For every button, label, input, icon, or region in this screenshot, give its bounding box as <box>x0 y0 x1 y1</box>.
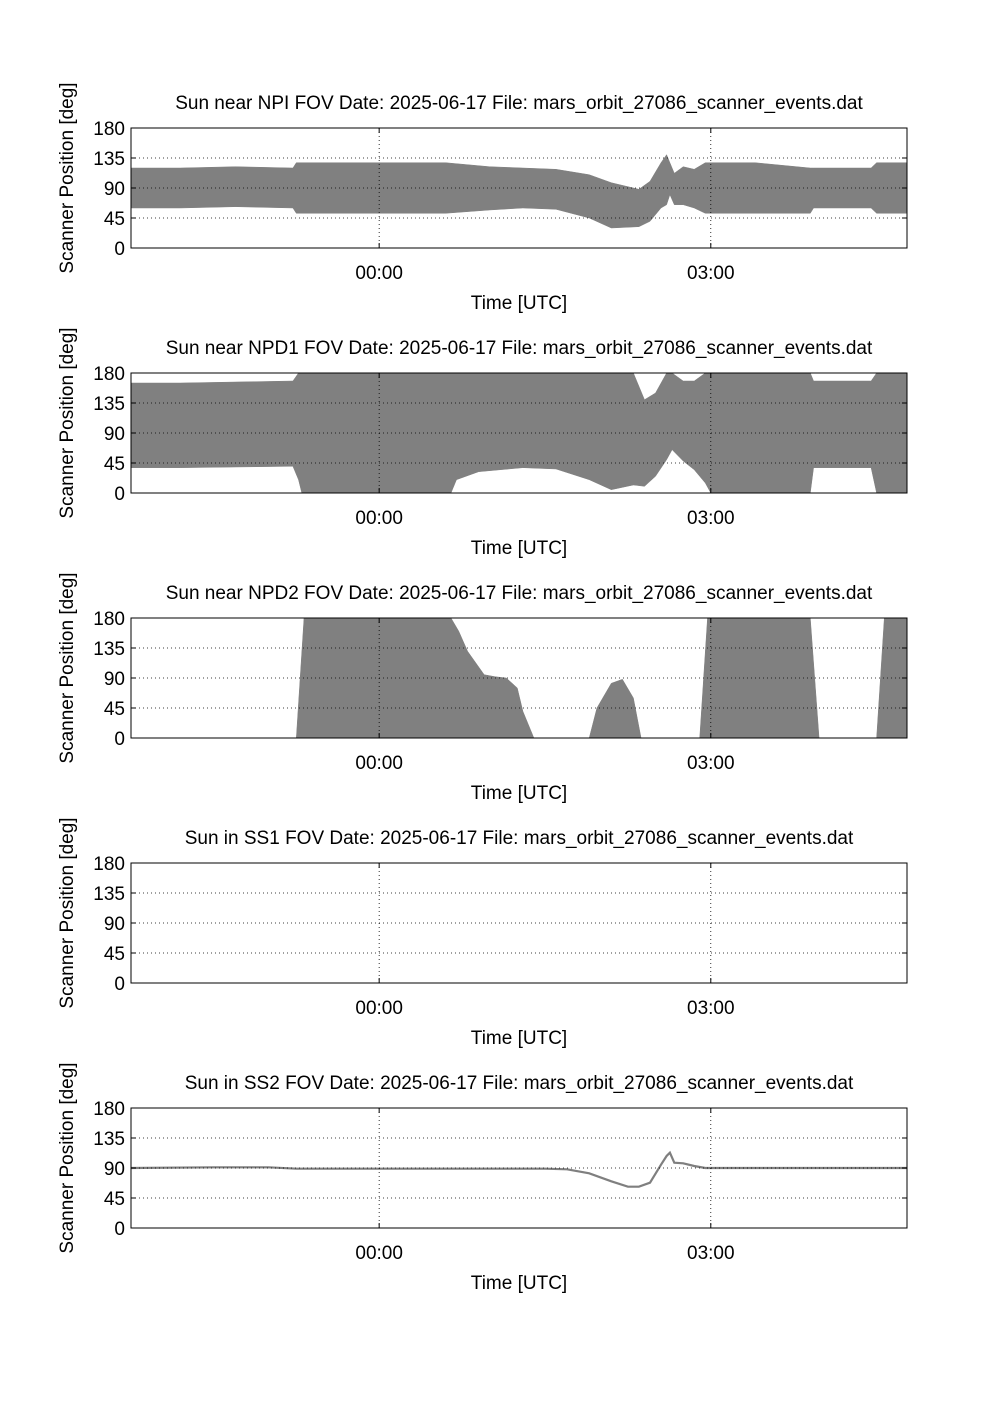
y-tick-label: 180 <box>93 119 125 140</box>
chart-title: Sun near NPD2 FOV Date: 2025-06-17 File: mars_orbit_27086_scanner_events.dat <box>165 583 873 604</box>
chart-title: Sun near NPI FOV Date: 2025-06-17 File: mars_orbit_27086_scanner_events.dat <box>175 93 863 114</box>
chart-title: Sun in SS2 FOV Date: 2025-06-17 File: mars_orbit_27086_scanner_events.dat <box>184 1073 854 1094</box>
x-tick-label: 00:00 <box>355 1243 403 1264</box>
x-axis-label: Time [UTC] <box>470 1273 568 1294</box>
y-tick-label: 45 <box>103 944 125 965</box>
y-tick-label: 180 <box>93 609 125 630</box>
x-axis-label: Time [UTC] <box>470 1028 568 1049</box>
y-tick-label: 90 <box>103 669 125 690</box>
y-axis-label: Scanner Position [deg] <box>57 572 78 764</box>
y-tick-label: 135 <box>93 1129 125 1150</box>
y-tick-label: 135 <box>93 639 125 660</box>
y-tick-label: 135 <box>93 884 125 905</box>
y-axis-label: Scanner Position [deg] <box>57 1062 78 1254</box>
y-tick-label: 180 <box>93 364 125 385</box>
y-tick-label: 0 <box>114 239 125 260</box>
y-tick-label: 135 <box>93 394 125 415</box>
panel-npd2-fov <box>57 572 907 804</box>
y-axis-label: Scanner Position [deg] <box>57 327 78 519</box>
y-tick-label: 45 <box>103 454 125 475</box>
panel-ss1-fov <box>57 817 907 1049</box>
panel-npd1-fov <box>57 327 907 559</box>
x-tick-label: 03:00 <box>687 1243 735 1264</box>
y-axis-label: Scanner Position [deg] <box>57 82 78 274</box>
x-axis-label: Time [UTC] <box>470 783 568 804</box>
y-tick-label: 0 <box>114 484 125 505</box>
x-axis-label: Time [UTC] <box>470 538 568 559</box>
y-tick-label: 45 <box>103 1189 125 1210</box>
y-tick-label: 0 <box>114 1219 125 1240</box>
chart-title: Sun near NPD1 FOV Date: 2025-06-17 File: mars_orbit_27086_scanner_events.dat <box>165 338 873 359</box>
y-tick-label: 0 <box>114 729 125 750</box>
y-tick-label: 135 <box>93 149 125 170</box>
y-tick-label: 90 <box>103 179 125 200</box>
chart-title: Sun in SS1 FOV Date: 2025-06-17 File: mars_orbit_27086_scanner_events.dat <box>184 828 854 849</box>
x-tick-label: 00:00 <box>355 753 403 774</box>
y-tick-label: 45 <box>103 209 125 230</box>
x-axis-label: Time [UTC] <box>470 293 568 314</box>
y-tick-label: 90 <box>103 914 125 935</box>
y-tick-label: 180 <box>93 854 125 875</box>
x-tick-label: 03:00 <box>687 998 735 1019</box>
y-axis-label: Scanner Position [deg] <box>57 817 78 1009</box>
panel-npi-fov <box>57 82 907 314</box>
panel-ss2-fov <box>57 1062 907 1294</box>
x-tick-label: 00:00 <box>355 508 403 529</box>
y-tick-label: 90 <box>103 424 125 445</box>
x-tick-label: 03:00 <box>687 508 735 529</box>
y-tick-label: 180 <box>93 1099 125 1120</box>
y-tick-label: 45 <box>103 699 125 720</box>
y-tick-label: 90 <box>103 1159 125 1180</box>
x-tick-label: 03:00 <box>687 263 735 284</box>
y-tick-label: 0 <box>114 974 125 995</box>
x-tick-label: 00:00 <box>355 998 403 1019</box>
x-tick-label: 00:00 <box>355 263 403 284</box>
x-tick-label: 03:00 <box>687 753 735 774</box>
